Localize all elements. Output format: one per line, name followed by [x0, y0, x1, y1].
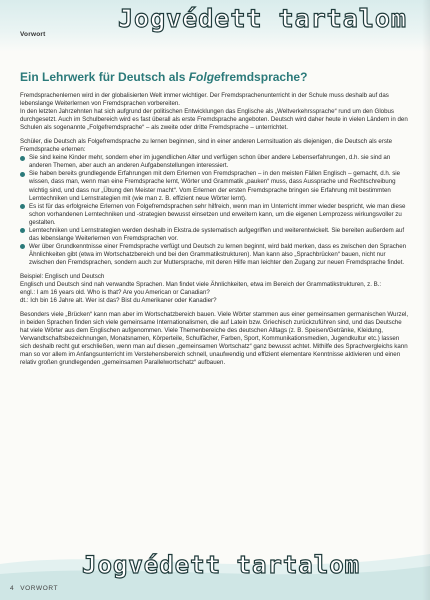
page-footer	[10, 585, 58, 592]
page-edge-shadow	[422, 0, 430, 600]
title-suffix: fremdsprache?	[220, 70, 308, 84]
example-german: dt.: Ich bin 16 Jahre alt. Wer ist das? Bist du Amerikaner oder Kanadier?	[20, 297, 217, 305]
bullet-item: Es ist für das erfolgreiche Erlernen von Folgefremdsprachen sehr hilfreich, wenn man im Unterricht immer wieder bespricht, wie man diese schon vorhandenen Lerntechniken und -strategien bewusst einsetzen und erweitern kann, um die eigenen Lernprozess wirkungsvoller zu gestalten.	[20, 203, 410, 227]
closing-paragraph: Besonders viele „Brücken“ kann man aber im Wortschatzbereich bauen. Viele Wörter stammen aus einer gemeinsamen germanischen Wurzel, in beiden Sprachen finden sich viele gemeinsame Internationalismen, die auf Latein bzw. Griechisch zurückzuführen sind, und das Deutsche hat viele Wörter aus dem Englischen aufgenommen. Viele Themenbereiche des deutschen Alltags (z. B. Speisen/Getränke, Kleidung, Verwandtschaftsbezeichnungen, Monatsnamen, Körperteile, Schulfächer, Farben, Sport, Kommunikationsmedien, Jugendkultur etc.) lassen sich deshalb recht gut erschließen, wenn man auf diesen „gemeinsamen Wortschatz“ ganz bewusst achtet. Mithilfe des Sprachvergleichs kann man so vor allem im Anfangsunterricht im Verstehensbereich schnell, unaufwendig und effizient elementare Kenntnisse aktivieren und einen relativ großen grundlegenden „gemeinsamen Parallelwortschatz“ aufbauen.	[20, 311, 409, 367]
example-text: Englisch und Deutsch sind nah verwandte Sprachen. Man findet viele Ähnlichkeiten, etwa im Bereich der Grammatikstrukturen, z. B.:	[20, 281, 382, 289]
page-title	[20, 70, 410, 84]
intro-paragraph-1: Fremdsprachenlernen wird in der globalisierten Welt immer wichtiger. Der Fremdsprachenunterricht in der Schule muss deshalb auf das lebenslange Weiterlernen von Fremdsprachen vorbereiten.	[20, 92, 389, 108]
title-emphasis: Folge	[188, 70, 221, 84]
bullet-item: Wer über Grundkenntnisse einer Fremdsprache verfügt und Deutsch zu lernen beginnt, wird bald merken, dass es zwischen den Sprachen Ähnlichkeiten gibt (etwa im Wortschatzbereich und bei den Grammatikstrukturen). Man kann also „Sprachbrücken“ bauen, nicht nur zwischen den Fremdsprachen, sondern auch zur Muttersprache, mit deren Hilfe man leichter den Zugang zur neuen Fremdsprache findet.	[20, 243, 410, 267]
bullet-list	[20, 154, 410, 267]
footer-label: VORWORT	[20, 585, 59, 592]
title-prefix: Ein Lehrwerk für Deutsch als	[20, 70, 189, 84]
example-english: engl.: I am 16 years old. Who is that? Are you American or Canadian?	[20, 289, 210, 297]
example-heading: Beispiel: Englisch und Deutsch	[20, 272, 105, 280]
page-content	[20, 70, 410, 368]
watermark-bottom: Jogvédett tartalom	[82, 551, 361, 579]
intro-paragraph-2: In den letzten Jahrzehnten hat sich aufgrund der politischen Entwicklungen das Englische als „Weltverkehrssprache“ rund um den Globus durchgesetzt. Auch im Schulbereich wird es fast überall als erste Fremdsprache angeboten. Deutsch wird daher heute in vielen Ländern in den Schulen als sogenannte „Folgefremdsprache“ – als zweite oder dritte Fremdsprache – unterrichtet.	[20, 108, 408, 132]
section-label: Vorwort	[20, 31, 46, 38]
bullet-item: Sie haben bereits grundlegende Erfahrungen mit dem Erlernen von Fremdsprachen – in den meisten Fällen Englisch – gemacht, d.h. sie wissen, dass man, wenn man eine Fremdsprache lernt, Wörter und Grammatik „pauken“ muss, dass Aussprache und Rechtschreibung wichtig sind, und dass nur „Übung den Meister macht“. Vom Erlernen der ersten Fremdsprache bringen sie Erfahrung mit bestimmten Lerntechniken und Lernstrategien mit (wie man z. B. effizient neue Wörter lernt).	[20, 170, 410, 202]
page-number: 4	[10, 585, 15, 592]
bullet-item: Lerntechniken und Lernstrategien werden deshalb in Ekstra.de systematisch aufgegriffen und weiterentwickelt. Sie bereiten außerdem auf das lebenslange Weiterlernen von Fremdsprachen vor.	[20, 227, 410, 243]
watermark-top: Jogvédett tartalom	[118, 4, 407, 33]
situation-intro: Schüler, die Deutsch als Folgefremdsprache zu lernen beginnen, sind in einer anderen Lernsituation als diejenigen, die Deutsch als erste Fremdsprache erlernen:	[20, 138, 393, 154]
bullet-item: Sie sind keine Kinder mehr, sondern eher im jugendlichen Alter und verfügen schon über andere Lebenserfahrungen, d.h. sie sind an anderen Themen, aber auch an anderen Aufgabenstellungen interessiert.	[20, 154, 410, 170]
